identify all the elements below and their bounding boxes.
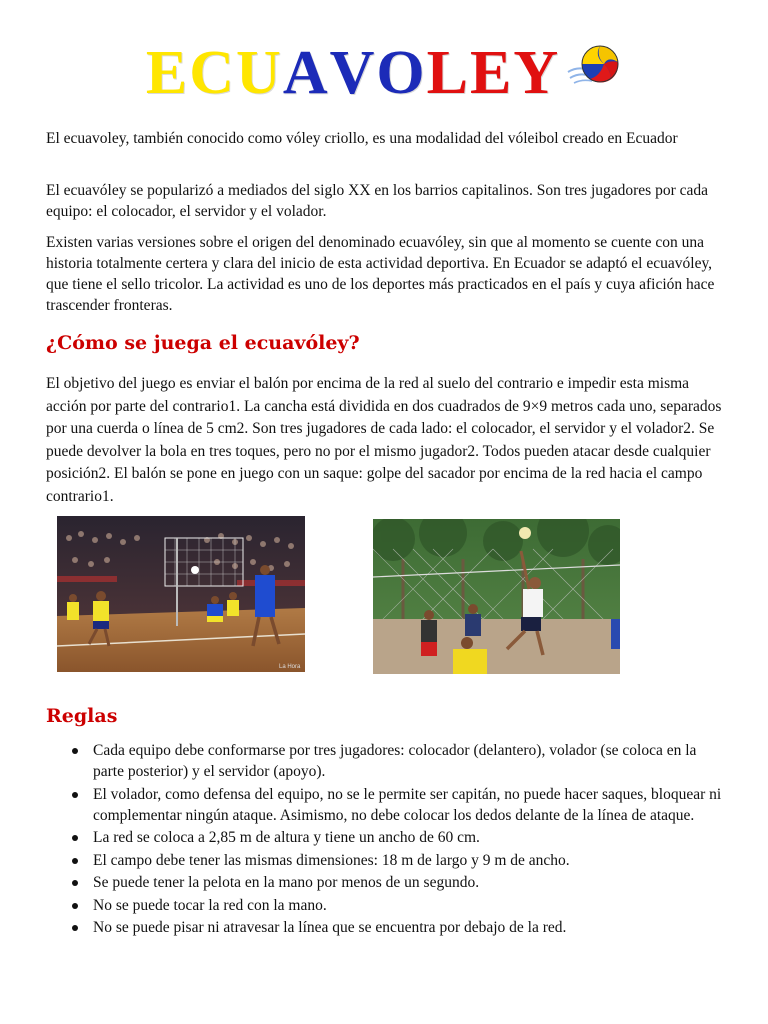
rule-list-item: El volador, como defensa del equipo, no se le permite ser capitán, no puede hacer saques, bloquear ni complementar ningún ataque. Asimismo, no debe colocar los dedos delante de la línea de ataque. — [46, 784, 726, 826]
rule-list-item: No se puede tocar la red con la mano. — [46, 895, 726, 916]
title-letter: C — [189, 39, 237, 107]
title-letter: E — [145, 39, 190, 107]
rule-list-item: La red se coloca a 2,85 m de altura y tiene un ancho de 60 cm. — [46, 827, 726, 848]
title-letter: U — [236, 39, 283, 107]
indoor-match-photo — [57, 516, 305, 672]
rule-list-item: No se puede pisar ni atravesar la línea que se encuentra por debajo de la red. — [46, 917, 726, 938]
rule-list-item: Se puede tener la pelota en la mano por menos de un segundo. — [46, 872, 726, 893]
title-banner — [0, 39, 768, 107]
rules-list — [46, 740, 726, 940]
photo-watermark: La Hora — [279, 664, 301, 670]
title-letter: L — [426, 39, 470, 107]
how-to-play-paragraph: El objetivo del juego es enviar el balón por encima de la red al suelo del contrario e impedir esta misma acción por parte del contrario1. La cancha está dividida en dos cuadrados de 9×9 metros cada uno, separados por una cuerda o línea de 5 cm2. Son tres jugadores de cada lado: el colocador, el servidor y el volador2. Se puede devolver la bola en tres toques, pero no por el mismo jugador2. Todos pueden atacar desde cualquier posición2. El balón se pone en juego con un saque: golpe del sacador por encima de la red hacia el campo contrario1. — [46, 375, 722, 505]
title-letter: E — [469, 39, 514, 107]
title-letter: Y — [513, 39, 561, 107]
page-title — [145, 39, 561, 107]
outdoor-match-photo — [373, 519, 620, 674]
title-letter: O — [376, 39, 427, 107]
title-letter: A — [282, 39, 330, 107]
section-heading-how-to-play: ¿Cómo se juega el ecuavóley? — [46, 332, 360, 354]
intro-paragraph-3: Existen varias versiones sobre el origen del denominado ecuavóley, sin que al momento se cuente con una historia totalmente certera y clara del inicio de esta actividad deportiva. En Ecuador se adaptó el ecuavóley, que tiene el sello tricolor. La actividad es uno de los deportes más practicados en el país y cuya afición hace trascender fronteras. — [46, 234, 715, 314]
intro-paragraph-2: El ecuavóley se popularizó a mediados del siglo XX en los barrios capitalinos. Son tres jugadores por cada equipo: el colocador, el servidor y el volador. — [46, 182, 709, 220]
section-heading-rules: Reglas — [46, 705, 118, 727]
intro-paragraph-1: El ecuavoley, también conocido como vóley criollo, es una modalidad del vóleibol creado en Ecuador — [46, 130, 678, 147]
rule-list-item: Cada equipo debe conformarse por tres jugadores: colocador (delantero), volador (se coloca en la parte posterior) y el servidor (apoyo). — [46, 740, 726, 782]
volleyball-icon — [566, 42, 622, 86]
rule-list-item: El campo debe tener las mismas dimensiones: 18 m de largo y 9 m de ancho. — [46, 850, 726, 871]
title-letter: V — [329, 39, 377, 107]
